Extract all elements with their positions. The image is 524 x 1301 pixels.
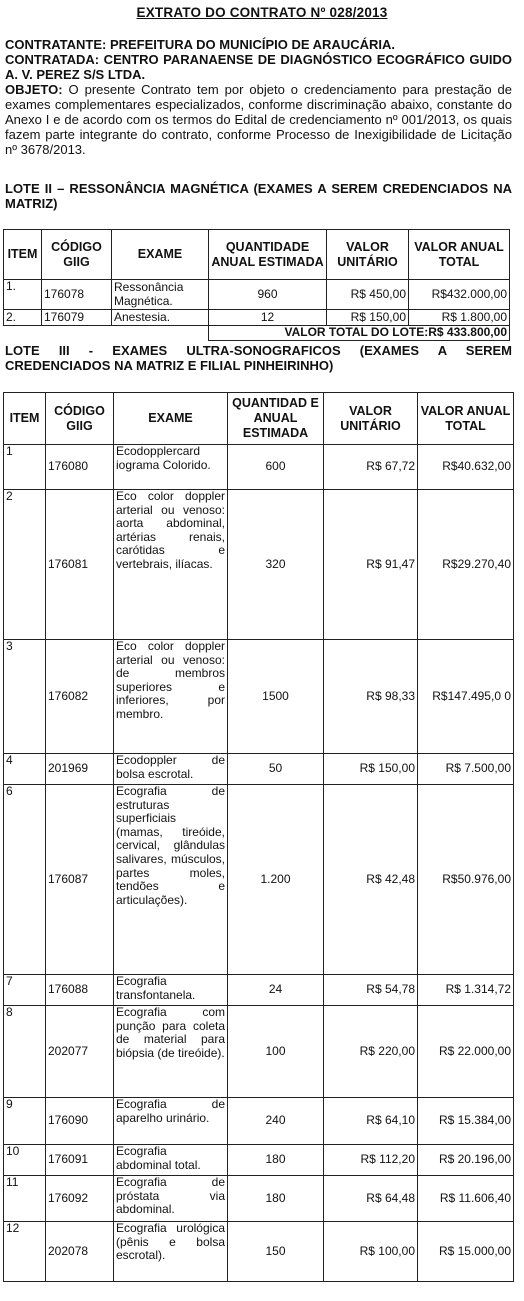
cell-quantidade: 180 <box>228 1145 324 1176</box>
table-row <box>4 754 514 785</box>
cell-quantidade: 24 <box>228 975 324 1006</box>
cell-valor-total: R$50.976,00 <box>418 785 514 975</box>
cell-codigo: 201969 <box>46 754 114 785</box>
table-row <box>4 1006 514 1098</box>
lote3-header-row <box>4 393 514 445</box>
table-row <box>4 1145 514 1176</box>
cell-valor-unitario: R$ 64,10 <box>324 1098 418 1145</box>
cell-exame: Ecografia urológica (pênis e bolsa escrotal). <box>114 1222 228 1282</box>
cell-exame: Ecografia de aparelho urinário. <box>114 1098 228 1145</box>
cell-item: 9 <box>4 1098 46 1145</box>
cell-valor-total: R$ 22.000,00 <box>418 1006 514 1098</box>
cell-valor-unitario: R$ 100,00 <box>324 1222 418 1282</box>
cell-codigo: 176090 <box>46 1098 114 1145</box>
cell-codigo: 176081 <box>46 490 114 640</box>
cell-exame: Ecodopplercard iograma Colorido. <box>114 445 228 490</box>
cell-valor-total: R$147.495,0 0 <box>418 640 514 754</box>
cell-quantidade: 50 <box>228 754 324 785</box>
cell-exame: Ecografia com punção para coleta de material para biópsia (de tireóide). <box>114 1006 228 1098</box>
cell-item: 4 <box>4 754 46 785</box>
cell-quantidade: 240 <box>228 1098 324 1145</box>
table-row <box>4 975 514 1006</box>
cell-valor-total: R$ 1.800,00 <box>409 310 510 326</box>
cell-item: 1. <box>4 280 42 310</box>
cell-quantidade: 1.200 <box>228 785 324 975</box>
cell-valor-unitario: R$ 67,72 <box>324 445 418 490</box>
table-row <box>4 1176 514 1222</box>
cell-valor-total: R$ 11.606,40 <box>418 1176 514 1222</box>
contratada-line: CONTRATADA: CENTRO PARANAENSE DE DIAGNÓSTICO ECOGRÁFICO GUIDO A. V. PEREZ S/S LTDA. <box>5 52 512 82</box>
cell-exame: Ecografia abdominal total. <box>114 1145 228 1176</box>
cell-codigo: 176088 <box>46 975 114 1006</box>
cell-valor-total: R$ 20.196,00 <box>418 1145 514 1176</box>
cell-valor-unitario: R$ 42,48 <box>324 785 418 975</box>
cell-codigo: 176092 <box>46 1176 114 1222</box>
contratante-line: CONTRATANTE: PREFEITURA DO MUNICÍPIO DE ARAUCÁRIA. <box>5 37 395 52</box>
cell-quantidade: 320 <box>228 490 324 640</box>
header-exame: EXAME <box>114 393 228 445</box>
cell-valor-unitario: R$ 450,00 <box>327 280 409 310</box>
header-quantidade: QUANTIDADE ANUAL ESTIMADA <box>209 230 327 280</box>
cell-valor-total: R$ 1.314,72 <box>418 975 514 1006</box>
cell-valor-unitario: R$ 112,20 <box>324 1145 418 1176</box>
cell-item: 8 <box>4 1006 46 1098</box>
cell-valor-unitario: R$ 64,48 <box>324 1176 418 1222</box>
cell-item: 3 <box>4 640 46 754</box>
table-row <box>4 785 514 975</box>
cell-valor-total: R$ 15.000,00 <box>418 1222 514 1282</box>
lote3-heading: LOTE III - EXAMES ULTRA-SONOGRAFICOS (EXAMES A SEREM CREDENCIADOS NA MATRIZ E FILIAL PINHEIRINHO) <box>5 343 512 373</box>
cell-codigo: 202077 <box>46 1006 114 1098</box>
header-valor-unitario: VALOR UNITÁRIO <box>324 393 418 445</box>
cell-valor-unitario: R$ 91,47 <box>324 490 418 640</box>
cell-quantidade: 100 <box>228 1006 324 1098</box>
header-item: ITEM <box>4 230 42 280</box>
cell-valor-total: R$ 7.500,00 <box>418 754 514 785</box>
lote2-heading: LOTE II – RESSONÂNCIA MAGNÉTICA (EXAMES A SEREM CREDENCIADOS NA MATRIZ) <box>5 181 512 211</box>
cell-quantidade: 12 <box>209 310 327 326</box>
cell-valor-total: R$40.632,00 <box>418 445 514 490</box>
header-item: ITEM <box>4 393 46 445</box>
header-quantidade: QUANTIDAD E ANUAL ESTIMADA <box>228 393 324 445</box>
cell-codigo: 176078 <box>42 280 112 310</box>
table-row <box>4 490 514 640</box>
cell-exame: Ecodoppler de bolsa escrotal. <box>114 754 228 785</box>
cell-item: 7 <box>4 975 46 1006</box>
cell-quantidade: 180 <box>228 1176 324 1222</box>
objeto-text: O presente Contrato tem por objeto o credenciamento para prestação de exames complementares especializados, conforme discriminação abaixo, constante do Anexo I e de acordo com os termos do Edital de credenciamento nº 001/2013, os quais fazem parte integrante do contrato, conforme Processo de Inexigibilidade de Licitação nº 3678/2013. <box>5 82 512 157</box>
objeto-paragraph <box>5 82 512 157</box>
cell-codigo: 176091 <box>46 1145 114 1176</box>
cell-quantidade: 960 <box>209 280 327 310</box>
cell-exame: Ecografia transfontanela. <box>114 975 228 1006</box>
table-row <box>4 445 514 490</box>
objeto-label: OBJETO: <box>5 82 63 97</box>
cell-valor-unitario: R$ 54,78 <box>324 975 418 1006</box>
cell-valor-unitario: R$ 150,00 <box>324 754 418 785</box>
cell-item: 1 <box>4 445 46 490</box>
cell-valor-total: R$ 15.384,00 <box>418 1098 514 1145</box>
cell-valor-total: R$432.000,00 <box>409 280 510 310</box>
cell-codigo: 176087 <box>46 785 114 975</box>
cell-valor-unitario: R$ 98,33 <box>324 640 418 754</box>
cell-codigo: 176082 <box>46 640 114 754</box>
cell-item: 6 <box>4 785 46 975</box>
cell-item: 2. <box>4 310 42 326</box>
cell-valor-unitario: R$ 150,00 <box>327 310 409 326</box>
lote2-header-row <box>4 230 510 280</box>
header-valor-unitario: VALOR UNITÁRIO <box>327 230 409 280</box>
cell-valor-unitario: R$ 220,00 <box>324 1006 418 1098</box>
header-valor-total: VALOR ANUAL TOTAL <box>418 393 514 445</box>
cell-codigo: 176080 <box>46 445 114 490</box>
cell-item: 11 <box>4 1176 46 1222</box>
table-row <box>4 310 510 326</box>
document-title: EXTRATO DO CONTRATO Nº 028/2013 <box>136 5 388 20</box>
cell-item: 12 <box>4 1222 46 1282</box>
header-codigo: CÓDIGO GIIG <box>46 393 114 445</box>
cell-quantidade: 150 <box>228 1222 324 1282</box>
cell-exame: Eco color doppler arterial ou venoso: aorta abdominal, artérias renais, carótidas e vertebrais, ilíacas. <box>114 490 228 640</box>
cell-exame: Ecografia de próstata via abdominal. <box>114 1176 228 1222</box>
header-exame: EXAME <box>112 230 209 280</box>
table-row <box>4 1098 514 1145</box>
lote3-table <box>3 392 514 1282</box>
cell-item: 10 <box>4 1145 46 1176</box>
cell-quantidade: 600 <box>228 445 324 490</box>
cell-quantidade: 1500 <box>228 640 324 754</box>
cell-exame: Anestesia. <box>112 310 209 326</box>
table-row <box>4 640 514 754</box>
header-codigo: CÓDIGO GIIG <box>42 230 112 280</box>
table-row <box>4 280 510 310</box>
lote2-total: VALOR TOTAL DO LOTE:R$ 433.800,00 <box>209 326 510 341</box>
header-valor-total: VALOR ANUAL TOTAL <box>409 230 510 280</box>
cell-exame: Eco color doppler arterial ou venoso: de membros superiores e inferiores, por membro. <box>114 640 228 754</box>
cell-valor-total: R$29.270,40 <box>418 490 514 640</box>
cell-exame: Ressonância Magnética. <box>112 280 209 310</box>
cell-codigo: 176079 <box>42 310 112 326</box>
lote2-table <box>3 229 510 341</box>
lote2-total-row <box>4 326 510 341</box>
table-row <box>4 1222 514 1282</box>
cell-exame: Ecografia de estruturas superficiais (mamas, tireóide, cervical, glândulas salivares, músculos, partes moles, tendões e articulações). <box>114 785 228 975</box>
cell-item: 2 <box>4 490 46 640</box>
cell-codigo: 202078 <box>46 1222 114 1282</box>
